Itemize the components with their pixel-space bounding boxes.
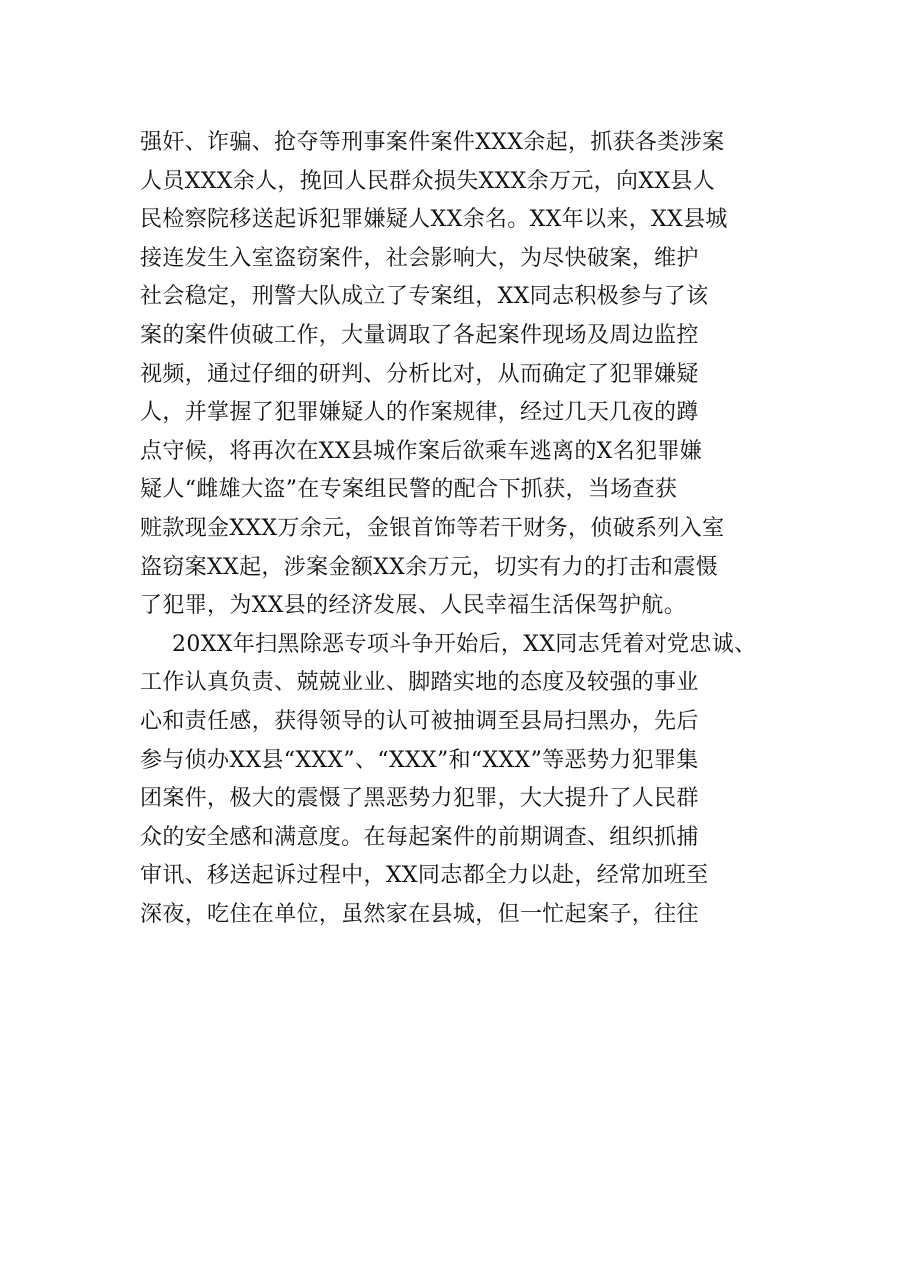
paragraph-line: 团案件，极大的震慑了黑恶势力犯罪，大大提升了人民群 [140, 786, 699, 812]
document-body [140, 124, 780, 934]
paragraph-line: 强奸、诈骗、抢夺等刑事案件案件XXX余起，抓获各类涉案 [140, 130, 725, 155]
paragraph-line: 众的安全感和满意度。在每起案件的前期调查、组织抓捕 [140, 824, 699, 850]
paragraph-line: 人，并掌握了犯罪嫌疑人的作案规律，经过几天几夜的蹲 [140, 400, 699, 426]
paragraph-line: 民检察院移送起诉犯罪嫌疑人XX余名。XX年以来，XX县城 [140, 207, 728, 233]
paragraph-line: 工作认真负责、兢兢业业、脚踏实地的态度及较强的事业 [140, 670, 699, 696]
paragraph-line: 审讯、移送起诉过程中，XX同志都全力以赴，经常加班至 [140, 863, 709, 889]
paragraph-1 [140, 124, 780, 626]
paragraph-line: 了犯罪，为XX县的经济发展、人民幸福生活保驾护航。 [140, 593, 687, 619]
paragraph-line: 视频，通过仔细的研判、分析比对，从而确定了犯罪嫌疑 [140, 361, 699, 387]
paragraph-line: 疑人“雌雄大盗”在专案组民警的配合下抓获，当场查获 [140, 477, 678, 503]
paragraph-line: 接连发生入室盗窃案件，社会影响大，为尽快破案，维护 [140, 245, 699, 271]
paragraph-line: 人员XXX余人，挽回人民群众损失XXX余万元，向XX县人 [140, 168, 716, 194]
paragraph-2 [140, 626, 780, 935]
paragraph-line: 点守候，将再次在XX县城作案后欲乘车逃离的X名犯罪嫌 [140, 438, 703, 464]
paragraph-line: 心和责任感，获得领导的认可被抽调至县局扫黑办，先后 [140, 708, 699, 734]
paragraph-line: 社会稳定，刑警大队成立了专案组，XX同志积极参与了该 [140, 284, 709, 310]
paragraph-line: 参与侦办XX县“XXX”、“XXX”和“XXX”等恶势力犯罪集 [140, 747, 699, 773]
paragraph-line: 20XX年扫黑除恶专项斗争开始后，XX同志凭着对党忠诚、 [172, 631, 757, 657]
paragraph-line: 盗窃案XX起，涉案金额XX余万元，切实有力的打击和震慑 [140, 554, 719, 580]
paragraph-line: 深夜，吃住在单位，虽然家在县城，但一忙起案子，往往 [140, 901, 699, 927]
paragraph-line: 案的案件侦破工作，大量调取了各起案件现场及周边监控 [140, 322, 699, 348]
paragraph-line: 赃款现金XXX万余元，金银首饰等若干财务，侦破系列入室 [140, 515, 725, 541]
